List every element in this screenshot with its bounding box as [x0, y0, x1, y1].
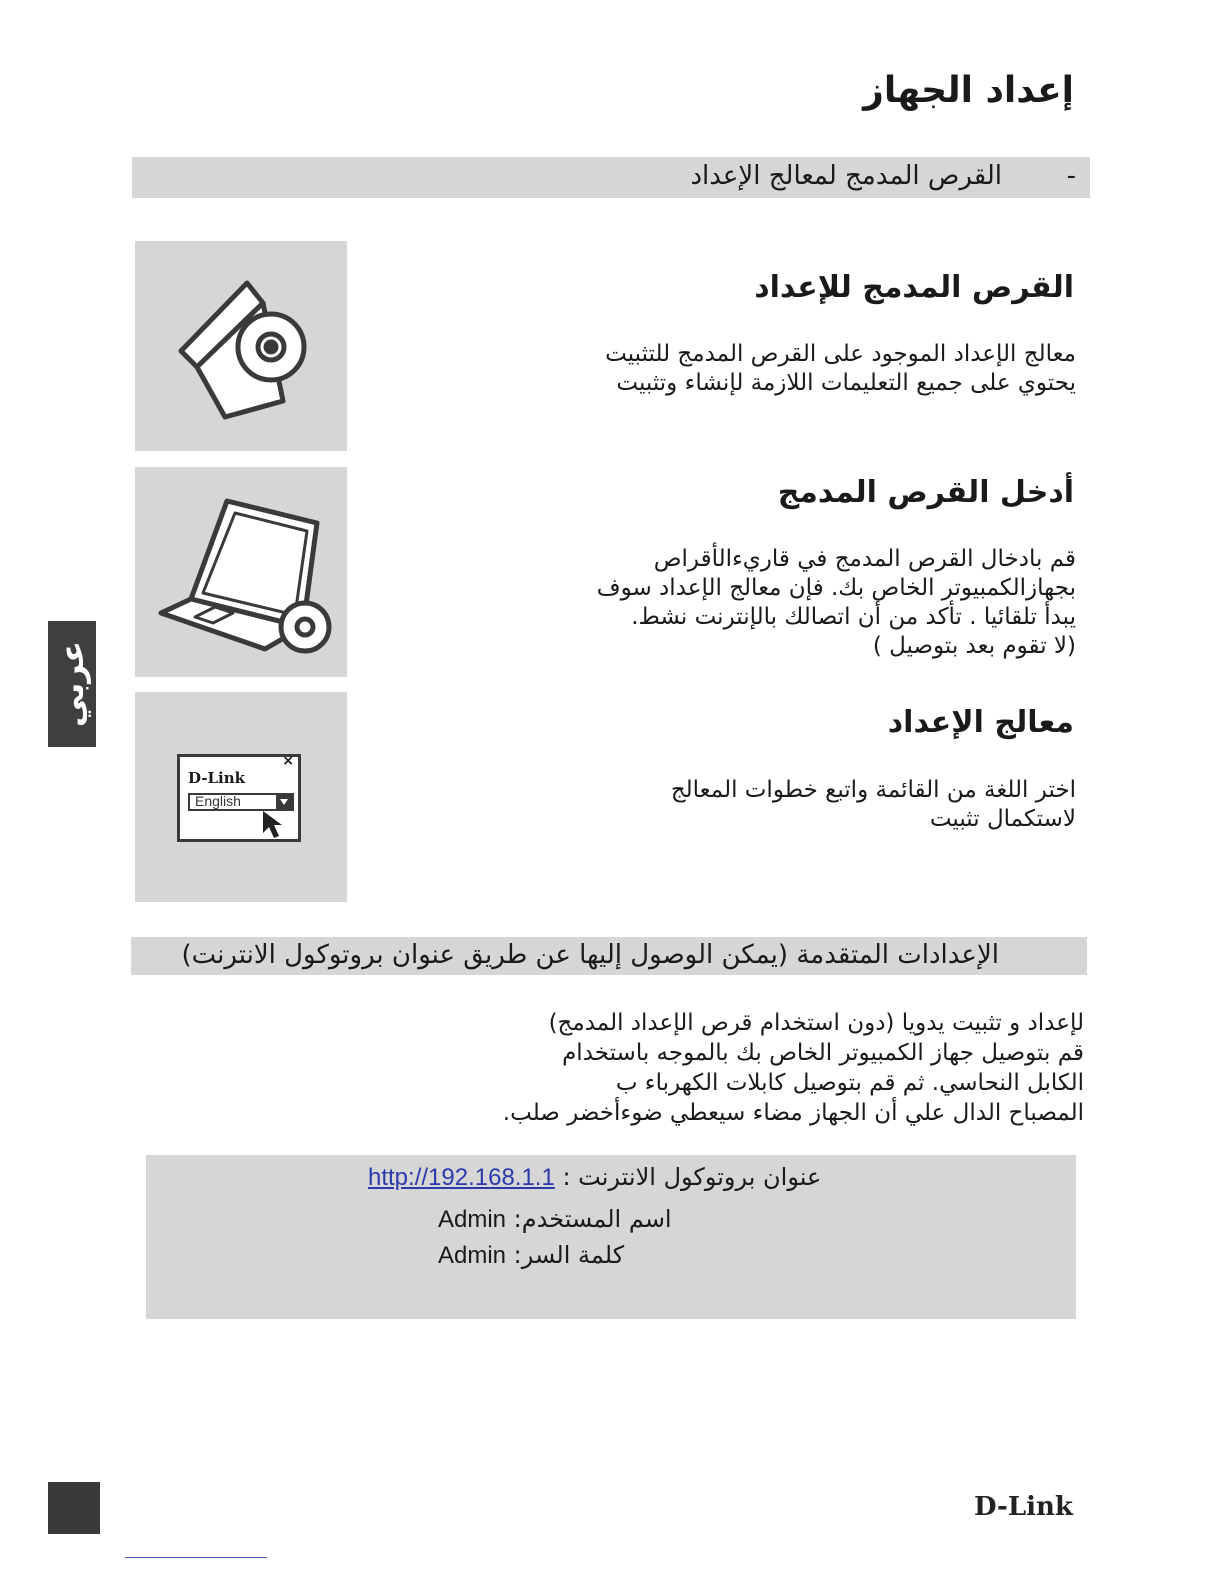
- advanced-line: المصباح الدال علي أن الجهاز مضاء سيعطي ضوءأخضر صلب.: [502, 1100, 1084, 1126]
- laptop-cd-icon: [135, 467, 347, 677]
- footer-divider: [125, 1557, 267, 1558]
- advanced-setup-text: [134, 1008, 1084, 1128]
- dialog-logo: D-Link: [188, 769, 246, 787]
- language-tab-label: عربي: [53, 640, 91, 728]
- password-row: [438, 1241, 624, 1270]
- step-1-text: [356, 340, 1076, 398]
- advanced-line: لإعداد و تثبيت يدويا (دون استخدام قرص الإعداد المدمج): [548, 1010, 1084, 1036]
- section-band-setup-cd: [132, 157, 1090, 198]
- username-row: [438, 1205, 672, 1234]
- section-band-title: القرص المدمج لمعالج الإعداد: [690, 161, 1002, 191]
- page-title: إعداد الجهاز: [863, 70, 1074, 111]
- step-1-line: معالج الإعداد الموجود على القرص المدمج للتثبيت: [605, 341, 1076, 367]
- step-1-title: القرص المدمج للإعداد: [754, 270, 1074, 305]
- step-2-text: [356, 545, 1076, 661]
- password-label: كلمة السر:: [513, 1241, 625, 1269]
- ip-address-label: عنوان بروتوكول الانترنت :: [562, 1163, 822, 1191]
- step-3-line: لاستكمال تثبيت: [929, 806, 1076, 832]
- ip-address-row: [368, 1163, 821, 1192]
- section-band-dash: -: [1066, 161, 1076, 191]
- step-1-illustration: [135, 241, 347, 451]
- page-number-box: [48, 1482, 100, 1534]
- ip-address-link[interactable]: http://192.168.1.1: [368, 1164, 555, 1191]
- step-1-line: يحتوي على جميع التعليمات اللازمة لإنشاء وتثبيت: [616, 370, 1076, 396]
- step-3-title: معالج الإعداد: [887, 705, 1074, 740]
- username-value: Admin: [438, 1206, 507, 1233]
- brand-logo: D-Link: [974, 1492, 1073, 1522]
- step-3-illustration: [135, 692, 347, 902]
- dialog-close-icon: ×: [282, 753, 294, 769]
- password-value: Admin: [438, 1242, 507, 1269]
- step-2-line: (لا تقوم بعد بتوصيل ): [872, 633, 1076, 659]
- section-band-advanced-title: الإعدادات المتقدمة (يمكن الوصول إليها عن طريق عنوان بروتوكول الانترنت): [181, 940, 999, 970]
- step-2-line: بجهازالكمبيوتر الخاص بك. فإن معالج الإعداد سوف: [596, 575, 1076, 601]
- language-select-value: English: [195, 793, 241, 809]
- language-dialog-icon: [177, 754, 301, 842]
- step-3-text: [356, 776, 1076, 834]
- section-band-advanced: [131, 937, 1087, 975]
- cd-folder-icon: [135, 241, 347, 451]
- language-tab: [48, 621, 96, 747]
- step-2-illustration: [135, 467, 347, 677]
- step-2-line: يبدأ تلقائيا . تأكد من أن اتصالك بالإنترنت نشط.: [631, 604, 1076, 630]
- step-2-title: أدخل القرص المدمج: [777, 475, 1074, 510]
- step-3-line: اختر اللغة من القائمة واتبع خطوات المعالج: [670, 777, 1076, 803]
- login-info-box: [146, 1155, 1076, 1319]
- step-2-line: قم بادخال القرص المدمج في قاريءالأقراص: [653, 546, 1076, 572]
- cursor-arrow-icon: [260, 809, 290, 841]
- advanced-line: الكابل النحاسي. ثم قم بتوصيل كابلات الكهرباء ب: [615, 1070, 1084, 1096]
- advanced-line: قم بتوصيل جهاز الكمبيوتر الخاص بك بالموجه باستخدام: [562, 1040, 1084, 1066]
- username-label: اسم المستخدم:: [513, 1205, 672, 1233]
- chevron-down-icon: [276, 795, 292, 809]
